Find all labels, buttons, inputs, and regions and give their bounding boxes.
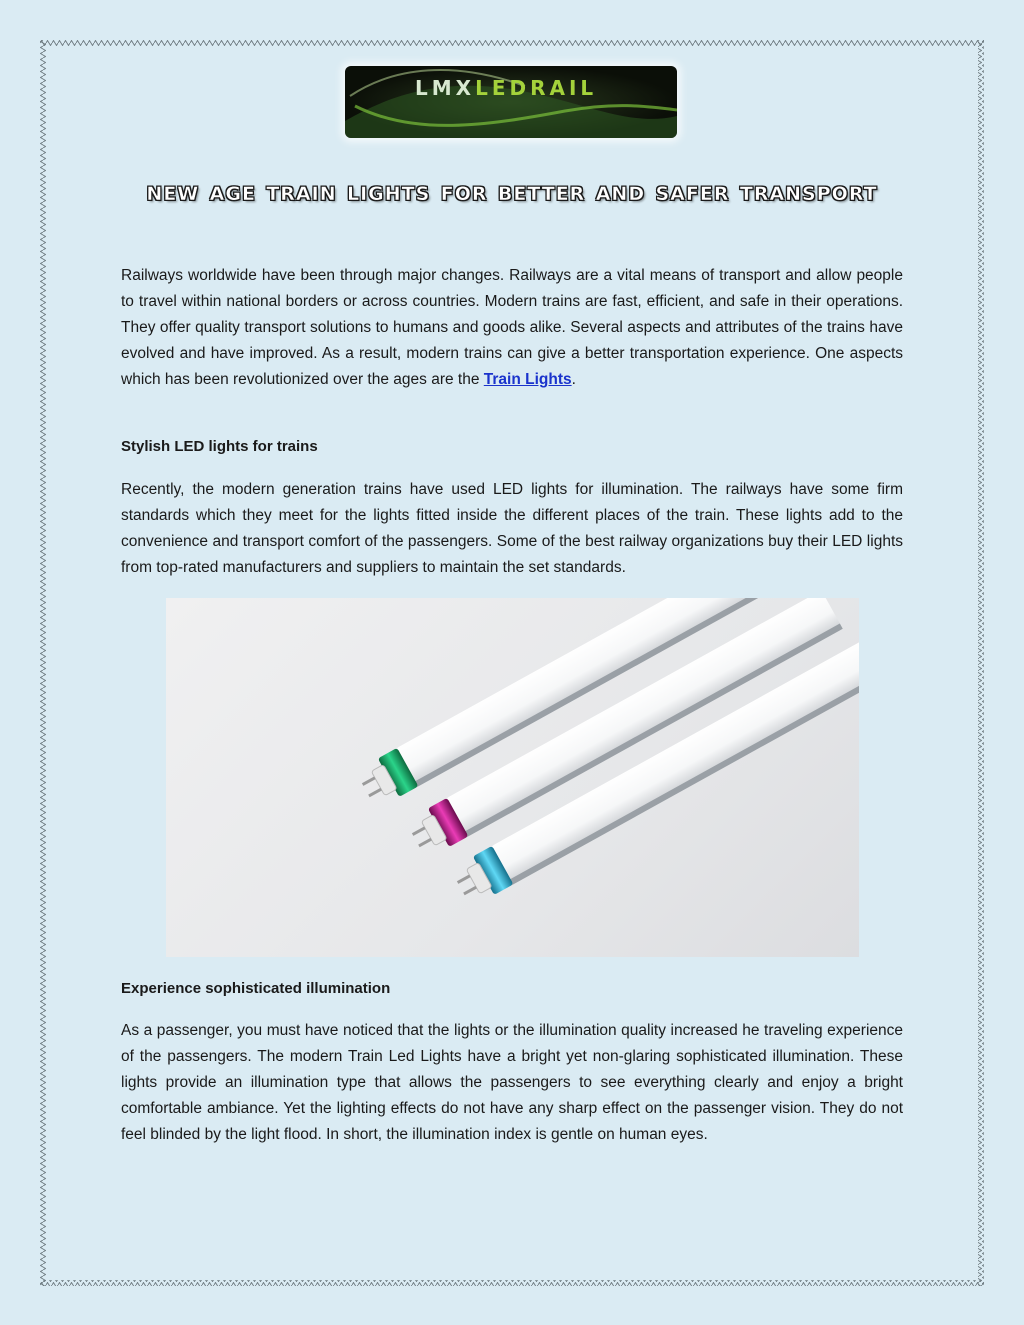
intro-text: Railways worldwide have been through major changes. Railways are a vital means of transport and allow people to travel within national borders or across countries. Modern trains are fast, efficient, and safe in their operations. They offer quality transport solutions to humans and goods alike. Several aspects and attributes of the trains have evolved and have improved. As a result, modern trains can give a better transportation experience. One aspects which has been revolutionized over the ages are the — [121, 267, 903, 388]
section1-heading: Stylish LED lights for trains — [121, 438, 318, 455]
train-lights-link[interactable]: Train Lights — [483, 371, 572, 388]
section1-paragraph: Recently, the modern generation trains have used LED lights for illumination. The railways have some firm standards which they meet for the lights fitted inside the different places of the train. These lights add to the convenience and transport comfort of the passengers. Some of the best railway organizations buy their LED lights from top-rated manufacturers and suppliers to maintain the set standards. — [121, 481, 903, 576]
section2-paragraph: As a passenger, you must have noticed that the lights or the illumination quality increased he traveling experience of the passengers. The modern Train Led Lights have a bright yet non-glaring sophisticated illumination. These lights provide an illumination type that allows the passengers to see everything clearly and enjoy a bright comfortable ambiance. Yet the lighting effects do not have any sharp effect on the passenger vision. They do not feel blinded by the light flood. In short, the illumination index is gentle on human eyes. — [121, 1022, 903, 1143]
intro-after-link: . — [571, 371, 576, 388]
led-tubes-image — [166, 598, 859, 957]
tube-green — [355, 598, 793, 810]
intro-paragraph — [121, 263, 903, 393]
brand-logo — [345, 66, 677, 138]
section2-heading: Experience sophisticated illumination — [121, 980, 391, 997]
page-title: new age train lights for better and safer transport — [146, 176, 878, 208]
logo-text-lmx: LMX — [415, 76, 476, 100]
logo-text-ledrail: LEDRAIL — [475, 76, 598, 100]
logo-wordmark — [415, 76, 597, 100]
